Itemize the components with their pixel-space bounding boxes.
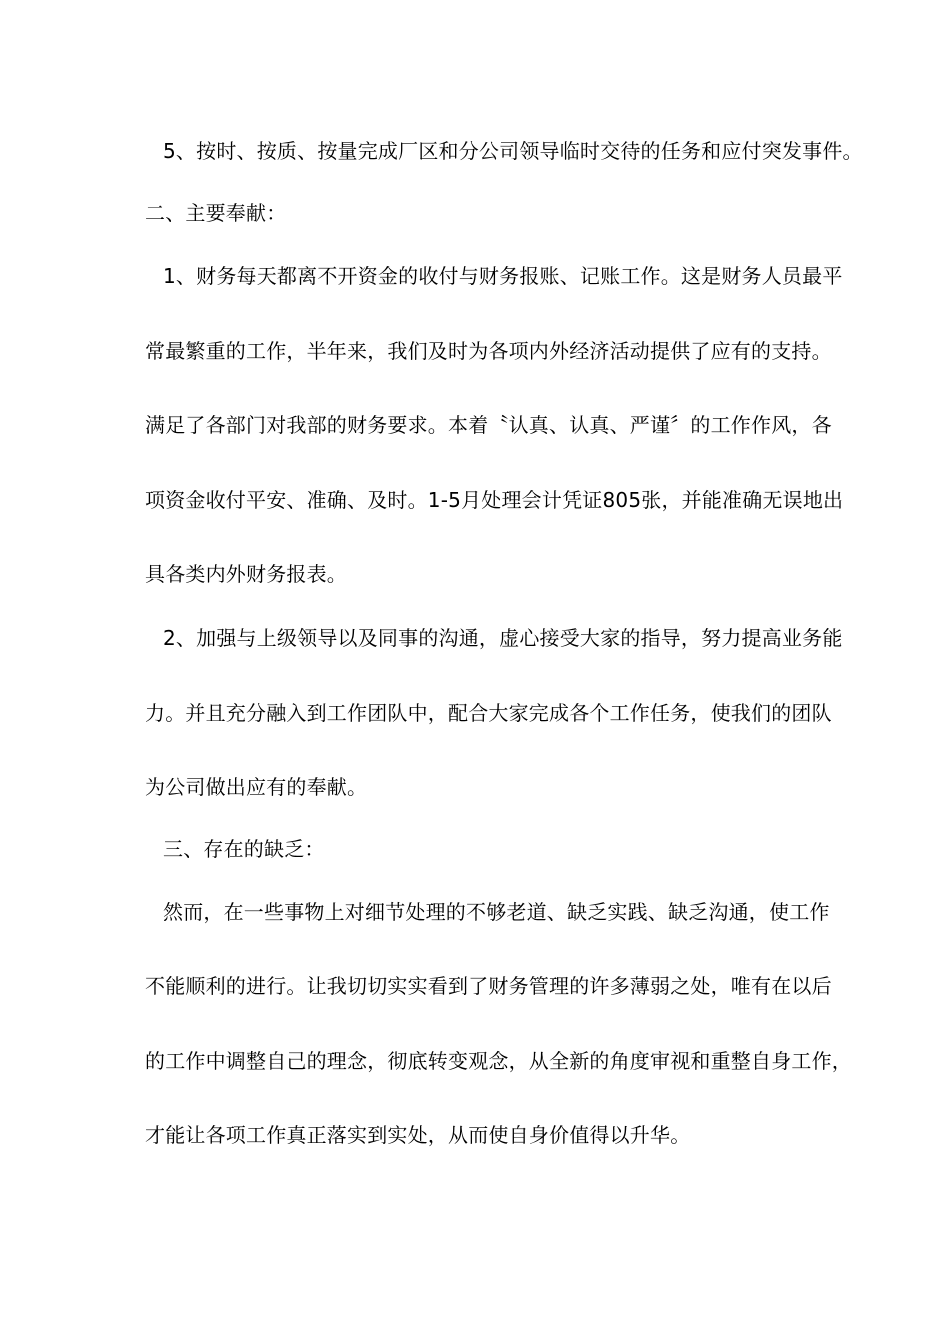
paragraph-line: 常最繁重的工作，半年来，我们及时为各项内外经济活动提供了应有的支持。 <box>145 339 832 363</box>
paragraph-line: 不能顺利的进行。让我切切实实看到了财务管理的许多薄弱之处，唯有在以后 <box>145 974 832 998</box>
paragraph-line: 才能让各项工作真正落实到实处，从而使自身价值得以升华。 <box>145 1123 691 1147</box>
paragraph-line: 满足了各部门对我部的财务要求。本着〝认真、认真、严谨〞的工作作风，各 <box>145 413 832 437</box>
section-heading-main-contributions: 二、主要奉献： <box>145 201 287 225</box>
paragraph-line: 然而，在一些事物上对细节处理的不够老道、缺乏实践、缺乏沟通，使工作 <box>163 900 830 924</box>
paragraph-line: 具各类内外财务报表。 <box>145 562 347 586</box>
paragraph-line: 2、加强与上级领导以及同事的沟通，虚心接受大家的指导，努力提高业务能 <box>163 626 843 650</box>
paragraph-line: 为公司做出应有的奉献。 <box>145 775 368 799</box>
paragraph-line: 项资金收付平安、准确、及时。1-5月处理会计凭证805张，并能准确无误地出 <box>145 488 844 512</box>
section-heading-shortcomings: 三、存在的缺乏： <box>163 837 325 861</box>
paragraph-line: 力。并且充分融入到工作团队中，配合大家完成各个工作任务，使我们的团队 <box>145 701 832 725</box>
paragraph-line: 的工作中调整自己的理念，彻底转变观念，从全新的角度审视和重整自身工作， <box>145 1049 852 1073</box>
paragraph-line: 1、财务每天都离不开资金的收付与财务报账、记账工作。这是财务人员最平 <box>163 264 843 288</box>
paragraph-line-item-5: 5、按时、按质、按量完成厂区和分公司领导临时交待的任务和应付突发事件。 <box>163 139 863 163</box>
